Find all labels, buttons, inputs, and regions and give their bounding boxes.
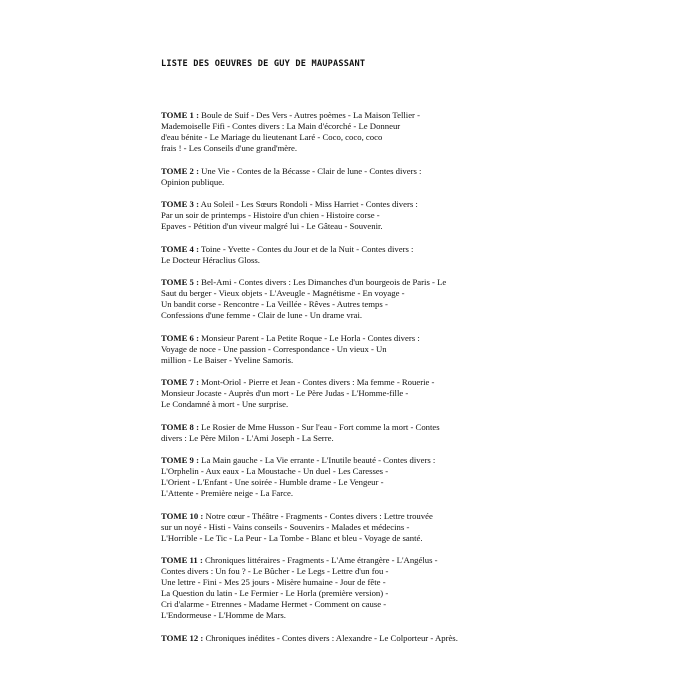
tome-contents: Chroniques littéraires - Fragments - L'Ame étrangère - L'Angélus - Contes divers : Un fou ? - Le Bûcher - Le Legs - Lettre d'un fou - Une lettre - Fini - Mes 25 jours - Misère humaine - Jour de fête - La Question du latin - Le Fermier - Le Horla (première version) - Cri d'alarme - Etrennes - Madame Hermet - Comment on cause - L'Endormeuse - L'Homme de Mars. <box>161 555 438 620</box>
tome-entry-1 <box>161 110 461 154</box>
tome-contents: Au Soleil - Les Sœurs Rondoli - Miss Harriet - Contes divers : Par un soir de printemps - Histoire d'un chien - Histoire corse - Epaves - Pétition d'un viveur malgré lui - Le Gâteau - Souvenir. <box>161 199 418 231</box>
tome-label: TOME 5 : <box>161 277 199 287</box>
tome-entry-9 <box>161 455 461 499</box>
tome-contents: Le Rosier de Mme Husson - Sur l'eau - Fort comme la mort - Contes divers : Le Père Milon - L'Ami Joseph - La Serre. <box>161 421 440 443</box>
tome-entry-8 <box>161 422 461 444</box>
tome-entry-4 <box>161 244 461 266</box>
tome-label: TOME 2 : <box>161 165 199 176</box>
tome-contents: Mont-Oriol - Pierre et Jean - Contes divers : Ma femme - Rouerie - Monsieur Jocaste - Auprès d'un mort - Le Père Judas - L'Homme-fille - Le Condamné à mort - Une surprise. <box>161 377 435 409</box>
tome-contents: Une Vie - Contes de la Bécasse - Clair de lune - Contes divers : Opinion publique. <box>161 165 422 187</box>
tome-label: TOME 8 : <box>161 421 199 432</box>
tome-entry-2 <box>161 166 461 188</box>
tome-label: TOME 10 : <box>161 510 204 521</box>
tome-contents: Boule de Suif - Des Vers - Autres poèmes - La Maison Tellier - Mademoiselle Fifi - Contes divers : La Main d'écorché - Le Donneur d'eau bénite - Le Mariage du lieutenant Laré - Coco, coco, coco frais ! - Les Conseils d'une grand'mère. <box>161 110 421 153</box>
tome-label: TOME 9 : <box>161 455 199 465</box>
tome-contents: Monsieur Parent - La Petite Roque - Le Horla - Contes divers : Voyage de noce - Une passion - Correspondance - Un vieux - Un million - Le Baiser - Yveline Samoris. <box>161 332 420 365</box>
tome-label: TOME 12 : <box>161 632 204 643</box>
tome-label: TOME 4 : <box>161 243 199 254</box>
tome-contents: Bel-Ami - Contes divers : Les Dimanches d'un bourgeois de Paris - Le Saut du berger - Vieux objets - L'Aveugle - Magnétisme - En voyage - Un bandit corse - Rencontre - La Veillée - Rêves - Autres temps - Confessions d'une femme - Clair de lune - Un drame vrai. <box>161 277 447 320</box>
tome-entry-5 <box>161 277 461 321</box>
tome-label: TOME 1 : <box>161 110 199 120</box>
tome-entry-6 <box>161 333 461 366</box>
tome-entry-3 <box>161 199 461 232</box>
tome-entry-12 <box>161 633 461 644</box>
tome-contents: Chroniques inédites - Contes divers : Alexandre - Le Colporteur - Après. <box>203 632 458 643</box>
tome-label: TOME 3 : <box>161 199 199 209</box>
page-title: LISTE DES OEUVRES DE GUY DE MAUPASSANT <box>161 59 366 69</box>
tome-entry-10 <box>161 511 461 544</box>
tome-list <box>161 110 461 655</box>
tome-entry-11 <box>161 555 461 621</box>
tome-contents: Toine - Yvette - Contes du Jour et de la Nuit - Contes divers : Le Docteur Héraclius Gloss. <box>161 243 414 265</box>
tome-label: TOME 6 : <box>161 332 199 343</box>
tome-contents: La Main gauche - La Vie errante - L'Inutile beauté - Contes divers : L'Orphelin - Aux eaux - La Moustache - Un duel - Les Caresses - L'Orient - L'Enfant - Une soirée - Humble drame - Le Vengeur - L'Attente - Première neige - La Farce. <box>161 455 436 498</box>
tome-contents: Notre cœur - Théâtre - Fragments - Contes divers : Lettre trouvée sur un noyé - Histi - Vains conseils - Souvenirs - Malades et médecins - L'Horrible - Le Tic - La Peur - La Tombe - Blanc et bleu - Voyage de santé. <box>161 510 433 543</box>
tome-label: TOME 7 : <box>161 377 199 387</box>
tome-label: TOME 11 : <box>161 555 203 565</box>
tome-entry-7 <box>161 377 461 410</box>
